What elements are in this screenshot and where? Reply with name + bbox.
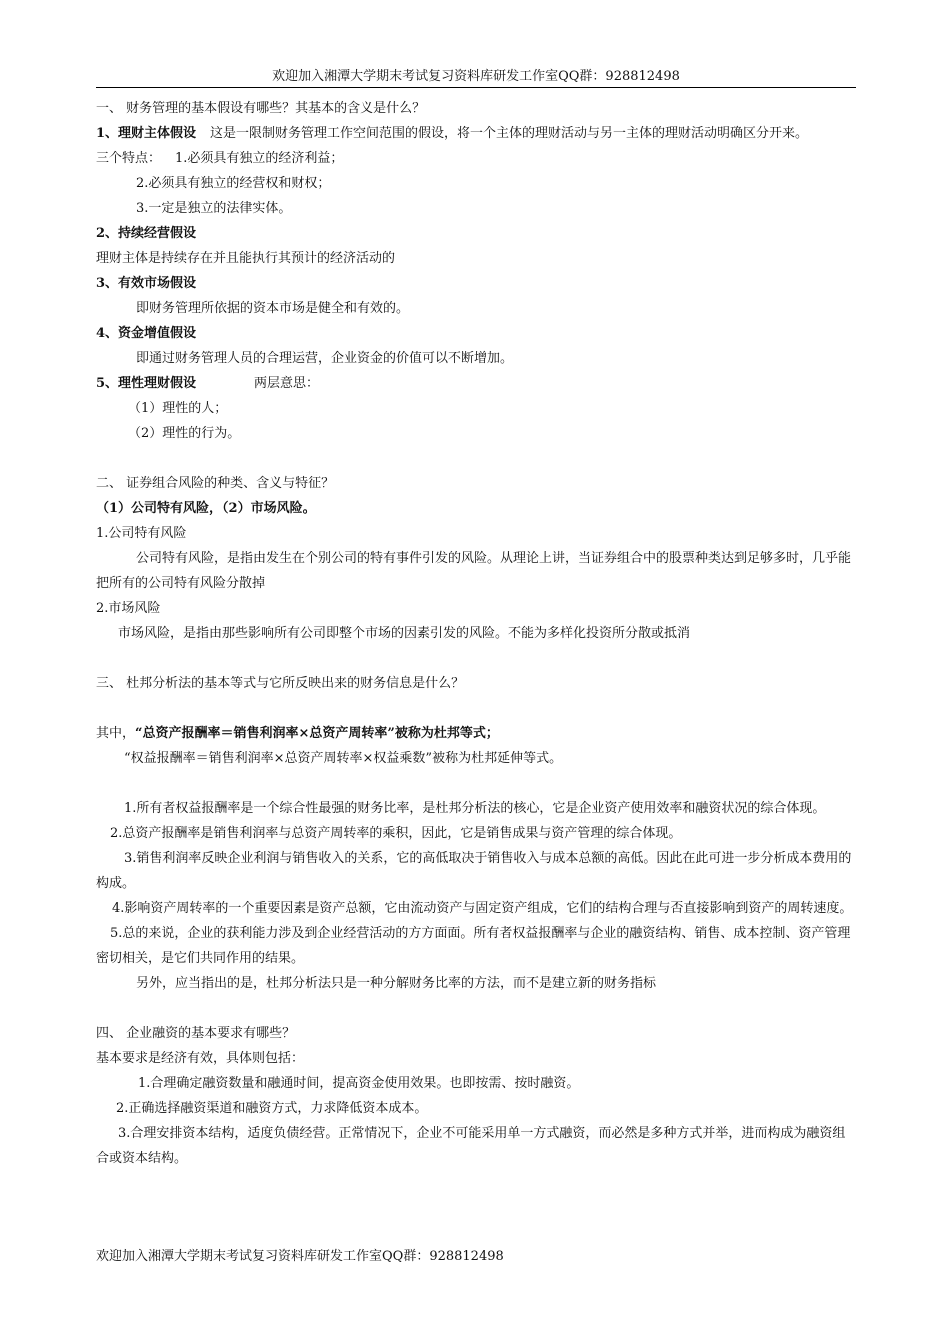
assumption-4-text: 即通过财务管理人员的合理运营，企业资金的价值可以不断增加。 xyxy=(136,351,514,366)
dupont-point-3: 3.销售利润率反映企业利润与销售收入的关系，它的高低取决于销售收入与成本总额的高低。因此在此可进一步分析成本费用的构成。 xyxy=(96,851,852,891)
risk-1-text: 公司特有风险，是指由发生在个别公司的特有事件引发的风险。从理论上讲，当证券组合中的股票种类达到足够多时，几乎能把所有的公司特有风险分散掉 xyxy=(96,551,852,591)
document-body xyxy=(96,96,856,1171)
section-1-question: 一、 财务管理的基本假设有哪些？其基本的含义是什么？ xyxy=(96,101,426,116)
financing-intro: 基本要求是经济有效，具体则包括： xyxy=(96,1051,305,1066)
financing-req-3: 3.合理安排资本结构，适度负债经营。正常情况下，企业不可能采用单一方式融资，而必然是多种方式并举，进而构成为融资组合或资本结构。 xyxy=(96,1126,846,1166)
features-line xyxy=(96,146,856,171)
meaning-2: （2）理性的行为。 xyxy=(128,426,241,441)
assumption-1-heading: 1、理财主体假设 xyxy=(96,126,197,141)
dupont-point-2: 2.总资产报酬率是销售利润率与总资产周转率的乘积，因此，它是销售成果与资产管理的综合体现。 xyxy=(110,826,682,841)
section-4-question: 四、 企业融资的基本要求有哪些？ xyxy=(96,1026,296,1041)
dupont-point-4: 4.影响资产周转率的一个重要因素是资产总额，它由流动资产与固定资产组成，它们的结构合理与否直接影响到资产的周转速度。 xyxy=(112,901,853,916)
financing-req-2: 2.正确选择融资渠道和融资方式，力求降低资本成本。 xyxy=(116,1101,428,1116)
risk-1-heading: 1.公司特有风险 xyxy=(96,526,187,541)
dupont-equation-text: “总资产报酬率＝销售利润率×总资产周转率”被称为杜邦等式； xyxy=(135,726,499,741)
financing-req-1: 1.合理确定融资数量和融通时间，提高资金使用效果。也即按需、按时融资。 xyxy=(138,1076,580,1091)
dupont-note: 另外，应当指出的是，杜邦分析法只是一种分解财务比率的方法，而不是建立新的财务指标 xyxy=(136,976,657,991)
feature-1: 1.必须具有独立的经济利益； xyxy=(175,151,344,166)
header-divider xyxy=(96,87,856,88)
risk-2-heading: 2.市场风险 xyxy=(96,601,161,616)
risk-2-text: 市场风险，是指由那些影响所有公司即整个市场的因素引发的风险。不能为多样化投资所分散或抵消 xyxy=(118,626,691,641)
risk-summary: （1）公司特有风险，（2）市场风险。 xyxy=(96,501,316,516)
assumption-2-text: 理财主体是持续存在并且能执行其预计的经济活动的 xyxy=(96,251,396,266)
page-footer: 欢迎加入湘潭大学期末考试复习资料库研发工作室QQ群：928812498 xyxy=(96,1249,504,1264)
dupont-extended-equation: “权益报酬率＝销售利润率×总资产周转率×权益乘数”被称为杜邦延伸等式。 xyxy=(124,751,563,766)
assumption-1 xyxy=(96,121,856,146)
page-header: 欢迎加入湘潭大学期末考试复习资料库研发工作室QQ群：928812498 xyxy=(272,69,680,84)
dupont-point-5: 5.总的来说，企业的获利能力涉及到企业经营活动的方方面面。所有者权益报酬率与企业的融资结构、销售、成本控制、资产管理密切相关，是它们共同作用的结果。 xyxy=(96,926,851,966)
dupont-equation xyxy=(96,721,856,746)
section-3-question: 三、 杜邦分析法的基本等式与它所反映出来的财务信息是什么？ xyxy=(96,676,465,691)
assumption-5-heading: 5、理性理财假设 xyxy=(96,376,197,391)
assumption-2-heading: 2、持续经营假设 xyxy=(96,226,197,241)
assumption-4-heading: 4、资金增值假设 xyxy=(96,326,197,341)
feature-3: 3.一定是独立的法律实体。 xyxy=(136,201,292,216)
assumption-3-text: 即财务管理所依据的资本市场是健全和有效的。 xyxy=(136,301,410,316)
dupont-point-1: 1.所有者权益报酬率是一个综合性最强的财务比率，是杜邦分析法的核心，它是企业资产使用效率和融资状况的综合体现。 xyxy=(124,801,826,816)
assumption-5-text: 两层意思： xyxy=(254,376,320,391)
assumption-5 xyxy=(96,371,856,396)
assumption-3-heading: 3、有效市场假设 xyxy=(96,276,197,291)
dupont-equation-prefix: 其中， xyxy=(96,726,136,741)
meaning-1: （1）理性的人； xyxy=(128,401,228,416)
features-label: 三个特点： xyxy=(96,151,162,166)
feature-2: 2.必须具有独立的经营权和财权； xyxy=(136,176,331,191)
section-2-question: 二、 证券组合风险的种类、含义与特征？ xyxy=(96,476,335,491)
assumption-1-text: 这是一限制财务管理工作空间范围的假设，将一个主体的理财活动与另一主体的理财活动明确区分开来。 xyxy=(210,126,809,141)
